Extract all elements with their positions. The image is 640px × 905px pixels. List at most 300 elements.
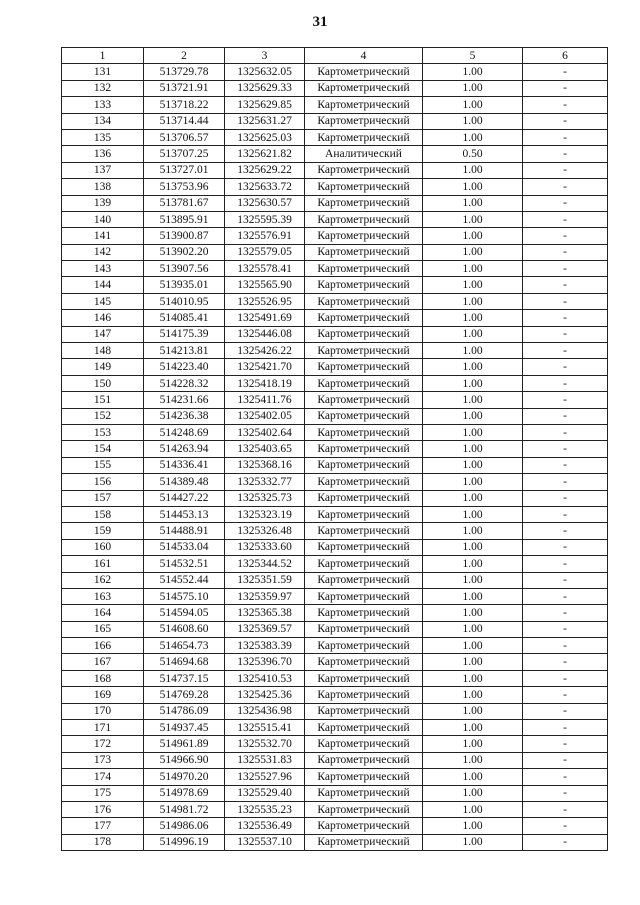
x-coordinate-cell: 514786.09 xyxy=(144,703,225,719)
point-number-cell: 140 xyxy=(62,211,144,227)
y-coordinate-cell: 1325532.70 xyxy=(225,736,305,752)
accuracy-cell: 1.00 xyxy=(423,392,523,408)
point-number-cell: 148 xyxy=(62,343,144,359)
point-number-cell: 142 xyxy=(62,244,144,260)
y-coordinate-cell: 1325629.22 xyxy=(225,162,305,178)
method-cell: Картометрический xyxy=(305,785,423,801)
point-number-cell: 131 xyxy=(62,64,144,80)
point-number-cell: 151 xyxy=(62,392,144,408)
y-coordinate-cell: 1325365.38 xyxy=(225,605,305,621)
accuracy-cell: 1.00 xyxy=(423,474,523,490)
y-coordinate-cell: 1325426.22 xyxy=(225,343,305,359)
point-number-cell: 163 xyxy=(62,588,144,604)
method-cell: Картометрический xyxy=(305,834,423,850)
accuracy-cell: 1.00 xyxy=(423,539,523,555)
x-coordinate-cell: 513781.67 xyxy=(144,195,225,211)
note-cell: - xyxy=(523,506,608,522)
method-cell: Картометрический xyxy=(305,506,423,522)
point-number-cell: 166 xyxy=(62,638,144,654)
x-coordinate-cell: 514336.41 xyxy=(144,457,225,473)
note-cell: - xyxy=(523,146,608,162)
note-cell: - xyxy=(523,310,608,326)
x-coordinate-cell: 514533.04 xyxy=(144,539,225,555)
method-cell: Картометрический xyxy=(305,523,423,539)
method-cell: Картометрический xyxy=(305,539,423,555)
accuracy-cell: 1.00 xyxy=(423,195,523,211)
table-row xyxy=(62,752,608,768)
point-number-cell: 167 xyxy=(62,654,144,670)
method-cell: Картометрический xyxy=(305,801,423,817)
accuracy-cell: 1.00 xyxy=(423,523,523,539)
x-coordinate-cell: 513707.25 xyxy=(144,146,225,162)
accuracy-cell: 1.00 xyxy=(423,638,523,654)
note-cell: - xyxy=(523,211,608,227)
y-coordinate-cell: 1325326.48 xyxy=(225,523,305,539)
y-coordinate-cell: 1325578.41 xyxy=(225,261,305,277)
table-row xyxy=(62,310,608,326)
y-coordinate-cell: 1325410.53 xyxy=(225,670,305,686)
x-coordinate-cell: 514986.06 xyxy=(144,818,225,834)
point-number-cell: 141 xyxy=(62,228,144,244)
table-row xyxy=(62,211,608,227)
table-row xyxy=(62,490,608,506)
x-coordinate-cell: 514427.22 xyxy=(144,490,225,506)
note-cell: - xyxy=(523,588,608,604)
table-row xyxy=(62,179,608,195)
accuracy-cell: 1.00 xyxy=(423,375,523,391)
y-coordinate-cell: 1325402.64 xyxy=(225,424,305,440)
note-cell: - xyxy=(523,720,608,736)
accuracy-cell: 1.00 xyxy=(423,261,523,277)
accuracy-cell: 1.00 xyxy=(423,244,523,260)
accuracy-cell: 1.00 xyxy=(423,785,523,801)
note-cell: - xyxy=(523,244,608,260)
note-cell: - xyxy=(523,523,608,539)
y-coordinate-cell: 1325595.39 xyxy=(225,211,305,227)
y-coordinate-cell: 1325515.41 xyxy=(225,720,305,736)
y-coordinate-cell: 1325629.33 xyxy=(225,80,305,96)
accuracy-cell: 1.00 xyxy=(423,64,523,80)
x-coordinate-cell: 514263.94 xyxy=(144,441,225,457)
accuracy-cell: 0.50 xyxy=(423,146,523,162)
method-cell: Картометрический xyxy=(305,720,423,736)
x-coordinate-cell: 514085.41 xyxy=(144,310,225,326)
point-number-cell: 170 xyxy=(62,703,144,719)
table-row xyxy=(62,80,608,96)
x-coordinate-cell: 514654.73 xyxy=(144,638,225,654)
x-coordinate-cell: 513721.91 xyxy=(144,80,225,96)
table-row xyxy=(62,228,608,244)
table-row xyxy=(62,375,608,391)
accuracy-cell: 1.00 xyxy=(423,441,523,457)
accuracy-cell: 1.00 xyxy=(423,621,523,637)
table-row xyxy=(62,523,608,539)
y-coordinate-cell: 1325369.57 xyxy=(225,621,305,637)
point-number-cell: 158 xyxy=(62,506,144,522)
coordinates-table xyxy=(61,47,608,851)
y-coordinate-cell: 1325396.70 xyxy=(225,654,305,670)
table-row xyxy=(62,244,608,260)
note-cell: - xyxy=(523,490,608,506)
table-row xyxy=(62,556,608,572)
accuracy-cell: 1.00 xyxy=(423,703,523,719)
method-cell: Картометрический xyxy=(305,261,423,277)
point-number-cell: 175 xyxy=(62,785,144,801)
method-cell: Картометрический xyxy=(305,64,423,80)
x-coordinate-cell: 514608.60 xyxy=(144,621,225,637)
x-coordinate-cell: 514010.95 xyxy=(144,293,225,309)
y-coordinate-cell: 1325332.77 xyxy=(225,474,305,490)
note-cell: - xyxy=(523,293,608,309)
note-cell: - xyxy=(523,424,608,440)
y-coordinate-cell: 1325368.16 xyxy=(225,457,305,473)
accuracy-cell: 1.00 xyxy=(423,457,523,473)
x-coordinate-cell: 514594.05 xyxy=(144,605,225,621)
accuracy-cell: 1.00 xyxy=(423,556,523,572)
accuracy-cell: 1.00 xyxy=(423,834,523,850)
table-row xyxy=(62,424,608,440)
note-cell: - xyxy=(523,736,608,752)
accuracy-cell: 1.00 xyxy=(423,129,523,145)
x-coordinate-cell: 514769.28 xyxy=(144,687,225,703)
column-header: 2 xyxy=(144,48,225,64)
table-row xyxy=(62,703,608,719)
table-row xyxy=(62,588,608,604)
y-coordinate-cell: 1325411.76 xyxy=(225,392,305,408)
note-cell: - xyxy=(523,638,608,654)
method-cell: Картометрический xyxy=(305,293,423,309)
point-number-cell: 176 xyxy=(62,801,144,817)
method-cell: Аналитический xyxy=(305,146,423,162)
x-coordinate-cell: 514996.19 xyxy=(144,834,225,850)
x-coordinate-cell: 514694.68 xyxy=(144,654,225,670)
point-number-cell: 147 xyxy=(62,326,144,342)
y-coordinate-cell: 1325403.65 xyxy=(225,441,305,457)
accuracy-cell: 1.00 xyxy=(423,97,523,113)
method-cell: Картометрический xyxy=(305,670,423,686)
x-coordinate-cell: 513935.01 xyxy=(144,277,225,293)
point-number-cell: 162 xyxy=(62,572,144,588)
note-cell: - xyxy=(523,834,608,850)
accuracy-cell: 1.00 xyxy=(423,408,523,424)
note-cell: - xyxy=(523,572,608,588)
y-coordinate-cell: 1325529.40 xyxy=(225,785,305,801)
note-cell: - xyxy=(523,113,608,129)
method-cell: Картометрический xyxy=(305,703,423,719)
method-cell: Картометрический xyxy=(305,80,423,96)
accuracy-cell: 1.00 xyxy=(423,179,523,195)
note-cell: - xyxy=(523,326,608,342)
note-cell: - xyxy=(523,359,608,375)
note-cell: - xyxy=(523,457,608,473)
x-coordinate-cell: 514575.10 xyxy=(144,588,225,604)
x-coordinate-cell: 513900.87 xyxy=(144,228,225,244)
table-row xyxy=(62,638,608,654)
note-cell: - xyxy=(523,441,608,457)
method-cell: Картометрический xyxy=(305,736,423,752)
table-row xyxy=(62,654,608,670)
table-row xyxy=(62,670,608,686)
point-number-cell: 160 xyxy=(62,539,144,555)
y-coordinate-cell: 1325535.23 xyxy=(225,801,305,817)
method-cell: Картометрический xyxy=(305,621,423,637)
table-header-row xyxy=(62,48,608,64)
y-coordinate-cell: 1325333.60 xyxy=(225,539,305,555)
table-body xyxy=(62,64,608,851)
x-coordinate-cell: 514552.44 xyxy=(144,572,225,588)
point-number-cell: 139 xyxy=(62,195,144,211)
note-cell: - xyxy=(523,392,608,408)
note-cell: - xyxy=(523,343,608,359)
table-row xyxy=(62,457,608,473)
accuracy-cell: 1.00 xyxy=(423,359,523,375)
note-cell: - xyxy=(523,703,608,719)
method-cell: Картометрический xyxy=(305,457,423,473)
note-cell: - xyxy=(523,228,608,244)
point-number-cell: 135 xyxy=(62,129,144,145)
note-cell: - xyxy=(523,687,608,703)
y-coordinate-cell: 1325526.95 xyxy=(225,293,305,309)
point-number-cell: 137 xyxy=(62,162,144,178)
y-coordinate-cell: 1325632.05 xyxy=(225,64,305,80)
note-cell: - xyxy=(523,539,608,555)
table-row xyxy=(62,326,608,342)
table-row xyxy=(62,572,608,588)
x-coordinate-cell: 514231.66 xyxy=(144,392,225,408)
method-cell: Картометрический xyxy=(305,97,423,113)
x-coordinate-cell: 513895.91 xyxy=(144,211,225,227)
point-number-cell: 173 xyxy=(62,752,144,768)
x-coordinate-cell: 514453.13 xyxy=(144,506,225,522)
column-header: 4 xyxy=(305,48,423,64)
point-number-cell: 159 xyxy=(62,523,144,539)
point-number-cell: 144 xyxy=(62,277,144,293)
accuracy-cell: 1.00 xyxy=(423,605,523,621)
note-cell: - xyxy=(523,654,608,670)
x-coordinate-cell: 514248.69 xyxy=(144,424,225,440)
method-cell: Картометрический xyxy=(305,654,423,670)
accuracy-cell: 1.00 xyxy=(423,424,523,440)
accuracy-cell: 1.00 xyxy=(423,113,523,129)
y-coordinate-cell: 1325633.72 xyxy=(225,179,305,195)
y-coordinate-cell: 1325402.05 xyxy=(225,408,305,424)
table-row xyxy=(62,769,608,785)
table-row xyxy=(62,408,608,424)
x-coordinate-cell: 514223.40 xyxy=(144,359,225,375)
x-coordinate-cell: 514236.38 xyxy=(144,408,225,424)
table-row xyxy=(62,605,608,621)
note-cell: - xyxy=(523,195,608,211)
method-cell: Картометрический xyxy=(305,769,423,785)
note-cell: - xyxy=(523,64,608,80)
x-coordinate-cell: 514970.20 xyxy=(144,769,225,785)
x-coordinate-cell: 513729.78 xyxy=(144,64,225,80)
y-coordinate-cell: 1325579.05 xyxy=(225,244,305,260)
method-cell: Картометрический xyxy=(305,424,423,440)
x-coordinate-cell: 513706.57 xyxy=(144,129,225,145)
method-cell: Картометрический xyxy=(305,343,423,359)
point-number-cell: 177 xyxy=(62,818,144,834)
accuracy-cell: 1.00 xyxy=(423,343,523,359)
point-number-cell: 134 xyxy=(62,113,144,129)
note-cell: - xyxy=(523,97,608,113)
method-cell: Картометрический xyxy=(305,408,423,424)
y-coordinate-cell: 1325491.69 xyxy=(225,310,305,326)
y-coordinate-cell: 1325576.91 xyxy=(225,228,305,244)
y-coordinate-cell: 1325630.57 xyxy=(225,195,305,211)
x-coordinate-cell: 513753.96 xyxy=(144,179,225,195)
method-cell: Картометрический xyxy=(305,638,423,654)
point-number-cell: 136 xyxy=(62,146,144,162)
x-coordinate-cell: 514228.32 xyxy=(144,375,225,391)
method-cell: Картометрический xyxy=(305,228,423,244)
x-coordinate-cell: 514389.48 xyxy=(144,474,225,490)
note-cell: - xyxy=(523,474,608,490)
point-number-cell: 157 xyxy=(62,490,144,506)
point-number-cell: 174 xyxy=(62,769,144,785)
point-number-cell: 146 xyxy=(62,310,144,326)
accuracy-cell: 1.00 xyxy=(423,818,523,834)
method-cell: Картометрический xyxy=(305,605,423,621)
column-header: 6 xyxy=(523,48,608,64)
y-coordinate-cell: 1325325.73 xyxy=(225,490,305,506)
note-cell: - xyxy=(523,408,608,424)
x-coordinate-cell: 514213.81 xyxy=(144,343,225,359)
accuracy-cell: 1.00 xyxy=(423,310,523,326)
accuracy-cell: 1.00 xyxy=(423,752,523,768)
accuracy-cell: 1.00 xyxy=(423,490,523,506)
accuracy-cell: 1.00 xyxy=(423,506,523,522)
table-row xyxy=(62,113,608,129)
table-row xyxy=(62,392,608,408)
column-header: 3 xyxy=(225,48,305,64)
note-cell: - xyxy=(523,277,608,293)
accuracy-cell: 1.00 xyxy=(423,736,523,752)
table-row xyxy=(62,129,608,145)
point-number-cell: 155 xyxy=(62,457,144,473)
method-cell: Картометрический xyxy=(305,441,423,457)
x-coordinate-cell: 514937.45 xyxy=(144,720,225,736)
point-number-cell: 149 xyxy=(62,359,144,375)
method-cell: Картометрический xyxy=(305,310,423,326)
table-row xyxy=(62,736,608,752)
x-coordinate-cell: 514966.90 xyxy=(144,752,225,768)
note-cell: - xyxy=(523,670,608,686)
accuracy-cell: 1.00 xyxy=(423,769,523,785)
accuracy-cell: 1.00 xyxy=(423,801,523,817)
point-number-cell: 156 xyxy=(62,474,144,490)
table-row xyxy=(62,687,608,703)
table-row xyxy=(62,539,608,555)
table-row xyxy=(62,818,608,834)
point-number-cell: 165 xyxy=(62,621,144,637)
note-cell: - xyxy=(523,752,608,768)
y-coordinate-cell: 1325621.82 xyxy=(225,146,305,162)
note-cell: - xyxy=(523,80,608,96)
x-coordinate-cell: 513902.20 xyxy=(144,244,225,260)
point-number-cell: 164 xyxy=(62,605,144,621)
method-cell: Картометрический xyxy=(305,179,423,195)
point-number-cell: 171 xyxy=(62,720,144,736)
point-number-cell: 168 xyxy=(62,670,144,686)
table-row xyxy=(62,785,608,801)
method-cell: Картометрический xyxy=(305,490,423,506)
note-cell: - xyxy=(523,818,608,834)
point-number-cell: 172 xyxy=(62,736,144,752)
point-number-cell: 138 xyxy=(62,179,144,195)
method-cell: Картометрический xyxy=(305,375,423,391)
y-coordinate-cell: 1325565.90 xyxy=(225,277,305,293)
table-row xyxy=(62,720,608,736)
y-coordinate-cell: 1325629.85 xyxy=(225,97,305,113)
point-number-cell: 178 xyxy=(62,834,144,850)
method-cell: Картометрический xyxy=(305,326,423,342)
note-cell: - xyxy=(523,769,608,785)
table-row xyxy=(62,343,608,359)
table-row xyxy=(62,359,608,375)
x-coordinate-cell: 514978.69 xyxy=(144,785,225,801)
x-coordinate-cell: 513727.01 xyxy=(144,162,225,178)
table-row xyxy=(62,162,608,178)
note-cell: - xyxy=(523,785,608,801)
point-number-cell: 143 xyxy=(62,261,144,277)
x-coordinate-cell: 514961.89 xyxy=(144,736,225,752)
method-cell: Картометрический xyxy=(305,113,423,129)
accuracy-cell: 1.00 xyxy=(423,326,523,342)
y-coordinate-cell: 1325631.27 xyxy=(225,113,305,129)
x-coordinate-cell: 514981.72 xyxy=(144,801,225,817)
table-row xyxy=(62,277,608,293)
table-row xyxy=(62,64,608,80)
y-coordinate-cell: 1325527.96 xyxy=(225,769,305,785)
point-number-cell: 145 xyxy=(62,293,144,309)
method-cell: Картометрический xyxy=(305,818,423,834)
table-row xyxy=(62,801,608,817)
x-coordinate-cell: 514175.39 xyxy=(144,326,225,342)
note-cell: - xyxy=(523,129,608,145)
table-row xyxy=(62,146,608,162)
point-number-cell: 153 xyxy=(62,424,144,440)
accuracy-cell: 1.00 xyxy=(423,162,523,178)
point-number-cell: 150 xyxy=(62,375,144,391)
note-cell: - xyxy=(523,801,608,817)
method-cell: Картометрический xyxy=(305,129,423,145)
point-number-cell: 133 xyxy=(62,97,144,113)
accuracy-cell: 1.00 xyxy=(423,211,523,227)
y-coordinate-cell: 1325536.49 xyxy=(225,818,305,834)
accuracy-cell: 1.00 xyxy=(423,670,523,686)
y-coordinate-cell: 1325531.83 xyxy=(225,752,305,768)
method-cell: Картометрический xyxy=(305,687,423,703)
page-number: 31 xyxy=(312,14,328,30)
note-cell: - xyxy=(523,375,608,391)
table-row xyxy=(62,261,608,277)
y-coordinate-cell: 1325425.36 xyxy=(225,687,305,703)
method-cell: Картометрический xyxy=(305,556,423,572)
accuracy-cell: 1.00 xyxy=(423,720,523,736)
x-coordinate-cell: 514488.91 xyxy=(144,523,225,539)
x-coordinate-cell: 514532.51 xyxy=(144,556,225,572)
method-cell: Картометрический xyxy=(305,752,423,768)
method-cell: Картометрический xyxy=(305,244,423,260)
y-coordinate-cell: 1325446.08 xyxy=(225,326,305,342)
column-header: 5 xyxy=(423,48,523,64)
table-row xyxy=(62,97,608,113)
accuracy-cell: 1.00 xyxy=(423,588,523,604)
y-coordinate-cell: 1325436.98 xyxy=(225,703,305,719)
method-cell: Картометрический xyxy=(305,572,423,588)
note-cell: - xyxy=(523,605,608,621)
